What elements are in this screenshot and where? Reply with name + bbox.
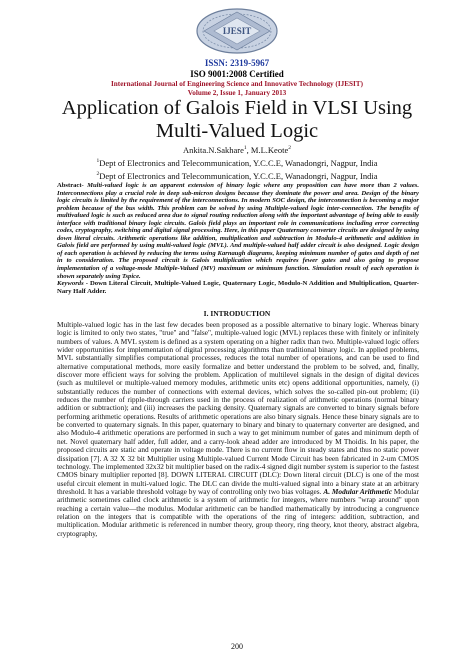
author-2-sup: 2 [288, 145, 291, 151]
abstract-label: Abstract- [57, 182, 84, 189]
aff-1-sup: 1 [96, 157, 100, 164]
journal-name: International Journal of Engineering Science and Innovative Technology (IJESIT) [111, 80, 363, 88]
journal-logo [192, 6, 282, 56]
ijesit-logo-icon [192, 6, 282, 56]
author-names [0, 143, 474, 156]
author-1-sup: 1 [243, 145, 247, 151]
page-number: 200 [231, 642, 243, 651]
paper-title [20, 97, 454, 143]
author-block [0, 143, 474, 181]
aff-2-text: Dept of Electronics and Telecommunication, Y.C.C.E, Wanadongri, Nagpur, India [99, 170, 378, 181]
aff-1-text: Dept of Electronics and Telecommunication, Y.C.C.E, Wanadongri, Nagpur, India [99, 157, 378, 168]
introduction-body [57, 321, 419, 538]
abstract-text: Multi-valued logic is an apparent extension of binary logic where any proposition can have more than 2 values. Interconnections play a crucial role in deep sub-micron designs because they dominate the power and area. Design of the binary logic circuits is limited by the requirement of the interconnections. In modern SOC design, the interconnection is becoming a major problem because of the bus width. This problem can be solved by using Multiple-valued logic inter-connection. The benefits of multivalued logic is such as reduced area due to signal routing reduction along with the important advantage of being able to easily interface with traditional binary logic circuits. Galois field plays an important role in communications including error correcting codes, cryptography, switching and digital signal processing. Here, in this paper Quaternary converter circuits are designed by using down literal circuits. Arithmetic operations like addition, multiplication and subtraction in Modulo-4 arithmetic and addition in Galois field are performed by using multi-valued logic (MVL). And multiple-valued half adder circuit is also designed. Logic design of each operation is achieved by reducing the terms using Karnaugh diagrams, keeping minimum number of gates and depth of net in to consideration. The proposed circuit is Galois multiplication which requires fewer gates and also going to propose implementation of a voltage-mode Multiple-Valued (MV) maximum or minimum function. Simulation result of each operation is shown separately using Tspice. [57, 182, 419, 280]
affiliation-2 [0, 169, 474, 182]
keywords [57, 280, 419, 297]
author-1: Ankita.N.Sakhare [183, 144, 244, 155]
aff-2-sup: 2 [96, 170, 100, 177]
logo-text: IJESIT [222, 26, 252, 36]
keywords-label: Keywords [57, 280, 84, 287]
author-2: , M.L.Keote [246, 144, 289, 155]
subsection-label-modular-arithmetic: A. Modular Arithmetic [323, 486, 392, 496]
introduction-paragraph-2: Modular arithmetic sometimes called clock arithmetic is a system of arithmetic for integers, where numbers "wrap around" upon reaching a certain value—the modulus. Modular arithmetic can be handled mathematically by introducing a congruence relation on the integers that is compatible with the operations of the ring of integers: addition, subtraction, and multiplication. Modular arithmetic is referenced in number theory, group theory, ring theory, knot theory, abstract algebra, cryptography, [57, 486, 419, 538]
keywords-text: - Down Literal Circuit, Multiple-Valued Logic, Quaternary Logic, Modulo-N Addition and Multiplication, Quarter-Nary Half Adder. [57, 280, 419, 296]
introduction-paragraph-1: Multiple-valued logic has in the last few decades been proposed as a possible alternative to binary logic. Whereas binary logic is limited to only two states, "true" and "false", multiple-valued logic (MVL) replaces these with finitely or infinitely numbers of values. A MVL system is defined as a system operating on a higher radix than two. Multiple-valued logic offers wider opportunities for implementation of digital processing algorithms than traditional binary logic. In applied problems, MVL substantially simplifies computational processes, reduces the total number of operations, and can be used to find alternative computational methods, more easily formalize and better understand the problem to be solved, and, finally, discover more efficient ways for solving the problem. Application of multilevel signals in the design of digital devices (such as multilevel or multiple-valued memory modules, arithmetic units etc) opens additional opportunities, namely, (i) substantially reduces the number of connections with external devices, which solves the so-called pin-out problem; (ii) reduces the number of ripple-through carriers used in the process of realization of arithmetic operations (normal binary addition or subtraction); and (iii) increases the packing density. Quaternary signals are converted to binary signals before performing arithmetic operations. Results of arithmetic operations are also binary signals. Hence these binary signals are to be converted to quaternary signals. In this paper, quaternary to binary and binary to quaternary converter are designed, and also Modulo-4 arithmetic operations are performed in such a way to get minimum number of gates and minimum depth of net. Novel quaternary half adder, full adder, and a carry-look ahead adder are introduced by M Thoidis. In his paper, the proposed circuits are static and operate in voltage mode. There is no current flow in steady states and thus no static power dissipation [7]. A 32 X 32 bit Multiplier using Multiple-valued Current Mode Circuit has been fabricated in 2-um CMOS technology. The implemented 32x32 bit multiplier based on the radix-4 signed digit number system is superior to the fastest CMOS binary multiplier reported [8]. DOWN LITERAL CIRCUIT (DLC): Down literal circuit (DLC) is one of the most useful circuit element in multi-valued logic. The DLC can divide the multi-valued signal into a binary state at an arbitrary threshold. It has a variable threshold voltage by way of controlling only two bias voltages. [57, 320, 419, 496]
abstract [57, 182, 419, 280]
section-heading-introduction: I. INTRODUCTION [203, 309, 271, 318]
title-line-2: Multi-Valued Logic [155, 120, 319, 142]
affiliation-1 [0, 156, 474, 169]
title-line-1: Application of Galois Field in VLSI Using [61, 97, 413, 119]
issn-line: ISSN: 2319-5967 [204, 58, 270, 68]
volume-issue: Volume 2, Issue 1, January 2013 [187, 89, 287, 97]
iso-certification: ISO 9001:2008 Certified [190, 69, 284, 79]
